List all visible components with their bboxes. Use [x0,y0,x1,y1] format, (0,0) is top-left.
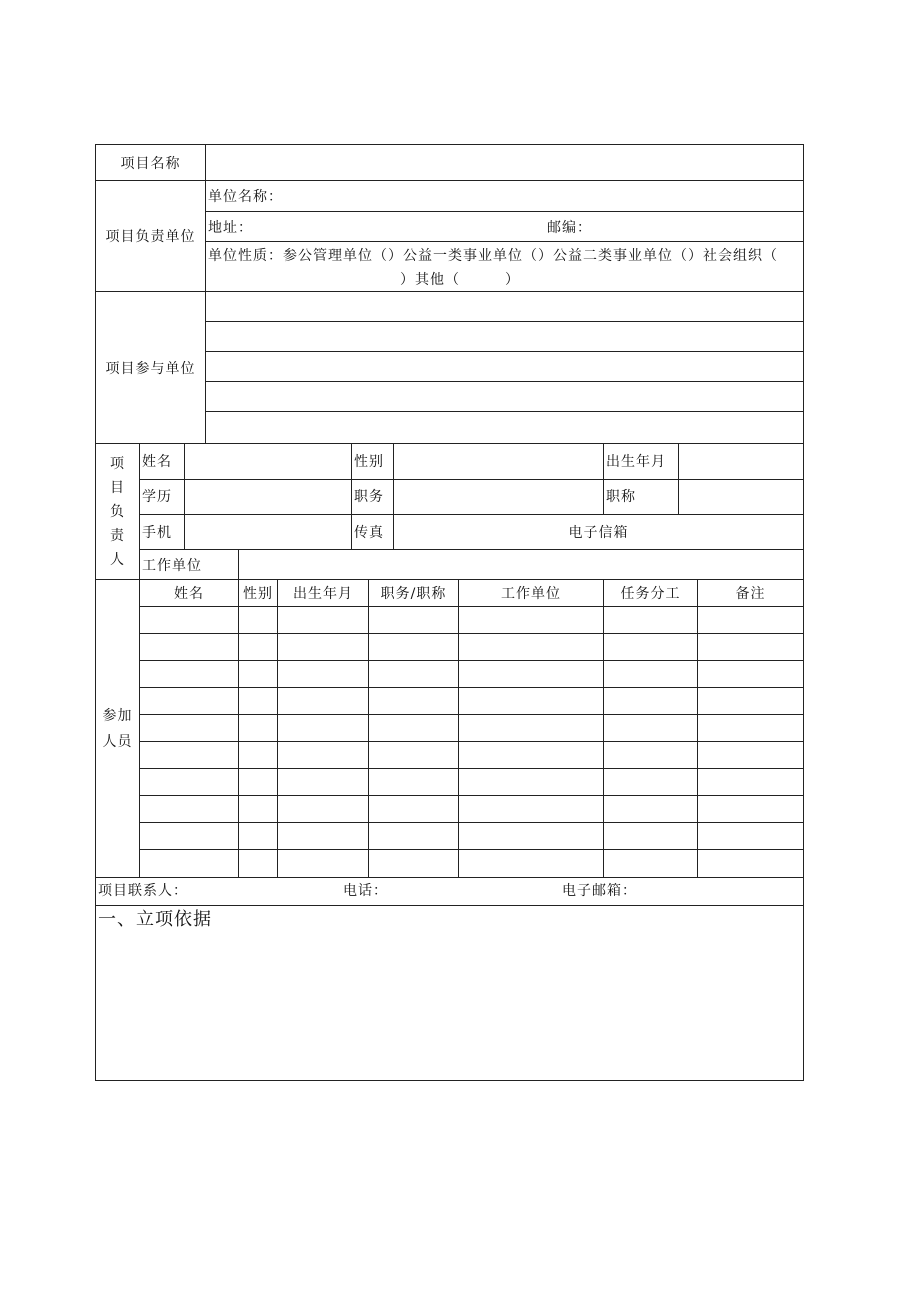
participants-table-cell[interactable] [139,687,238,714]
participants-table-cell[interactable] [368,606,458,633]
participants-table-cell[interactable] [368,714,458,741]
participants-table-cell[interactable] [277,849,368,877]
participating-unit-label-cell [95,291,205,443]
participants-table-cell[interactable] [238,606,277,633]
participants-table-cell[interactable] [238,849,277,877]
leader-work-unit-label-cell [139,549,238,579]
participants-table-cell[interactable] [697,633,804,660]
participants-header-cell [238,579,277,606]
participants-table-cell[interactable] [368,795,458,822]
participants-table-cell[interactable] [238,633,277,660]
participants-header-label: 工作单位 [501,586,561,602]
leader-work-unit-input[interactable] [238,549,804,579]
participants-table-cell[interactable] [139,606,238,633]
leader-birth-input[interactable] [678,443,804,479]
leader-education-label-cell [139,479,184,514]
leader-education-label: 学历 [142,489,172,505]
unit-name-label: 单位名称： [208,189,283,205]
participants-table-cell[interactable] [139,768,238,795]
participants-table-cell[interactable] [277,741,368,768]
participants-table-cell[interactable] [139,795,238,822]
leader-birth-label-cell [603,443,678,479]
participants-table-cell[interactable] [277,714,368,741]
leader-gender-label-cell [351,443,393,479]
leader-mobile-label-cell [139,514,184,549]
phone-label: 电话： [343,883,388,899]
participants-table-cell[interactable] [603,822,697,849]
participants-table-cell[interactable] [458,633,603,660]
leader-label: 项 目 负 责 人 [110,455,125,568]
address-field[interactable] [205,211,804,241]
participants-table-cell[interactable] [368,768,458,795]
participants-table-cell[interactable] [277,606,368,633]
participants-table-cell[interactable] [697,822,804,849]
leader-fax-label: 传真 [354,525,384,541]
leader-label-cell [95,443,139,579]
unit-nature-line2: ）其他（ ） [400,272,520,288]
project-name-label: 项目名称 [120,155,181,172]
participants-table-cell[interactable] [238,795,277,822]
participants-header-cell [277,579,368,606]
leader-title-label: 职称 [606,489,636,505]
contact-label: 项目联系人： [98,883,188,899]
participants-table-cell[interactable] [603,660,697,687]
participants-table-cell[interactable] [238,741,277,768]
participants-header-label: 备注 [735,586,766,602]
participants-header-cell [697,579,804,606]
participants-table-cell[interactable] [603,687,697,714]
participants-table-cell[interactable] [139,660,238,687]
participants-table-cell[interactable] [238,822,277,849]
section1-title: 一、立项依据 [98,909,212,930]
leader-gender-input[interactable] [393,443,603,479]
participants-table-cell[interactable] [458,795,603,822]
participants-header-label: 出生年月 [293,586,353,602]
leader-mobile-label: 手机 [142,525,172,541]
participants-table-cell[interactable] [368,687,458,714]
leader-birth-label: 出生年月 [606,454,666,470]
leader-fax-label-cell [351,514,393,549]
leader-title-label-cell [603,479,678,514]
participants-table-cell[interactable] [368,822,458,849]
contact-row[interactable] [95,877,804,905]
participants-table-cell[interactable] [458,822,603,849]
participants-header-cell [368,579,458,606]
leader-name-input[interactable] [184,443,351,479]
participants-table-cell[interactable] [277,687,368,714]
participants-table-cell[interactable] [139,633,238,660]
section1-box[interactable] [95,905,804,1081]
contact-email-label: 电子邮箱： [562,883,637,899]
leader-education-input[interactable] [184,479,351,514]
leader-name-label-cell [139,443,184,479]
participants-table-cell[interactable] [603,606,697,633]
participants-header-label: 职务/职称 [380,586,447,602]
unit-name-field[interactable] [205,180,804,211]
participants-table-cell[interactable] [277,660,368,687]
address-label: 地址： [208,220,253,236]
participating-unit-label: 项目参与单位 [105,360,196,377]
participants-table-cell[interactable] [139,714,238,741]
participating-unit-line-5[interactable] [205,411,804,443]
participants-table-cell[interactable] [139,849,238,877]
participants-table-cell[interactable] [139,741,238,768]
unit-nature-line1: 单位性质：参公管理单位（）公益一类事业单位（）公益二类事业单位（）社会组织（ [208,248,778,264]
participants-table-cell[interactable] [458,714,603,741]
participants-table-cell[interactable] [139,822,238,849]
participants-table-cell[interactable] [238,714,277,741]
leader-name-label: 姓名 [142,454,172,470]
leader-mobile-input[interactable] [184,514,351,549]
participants-table-cell[interactable] [603,795,697,822]
leader-fax-email-input[interactable] [393,514,804,549]
participants-table-cell[interactable] [697,741,804,768]
participants-table-cell[interactable] [238,768,277,795]
participants-table-cell[interactable] [697,687,804,714]
leader-position-label-cell [351,479,393,514]
unit-nature-field[interactable] [205,241,804,291]
participants-table-cell[interactable] [603,849,697,877]
participants-table-cell[interactable] [277,633,368,660]
participants-table-cell[interactable] [603,633,697,660]
participants-header-label: 姓名 [174,586,204,602]
participants-table-cell[interactable] [368,741,458,768]
postcode-label: 邮编： [547,220,592,236]
participants-table-cell[interactable] [697,795,804,822]
participants-table-cell[interactable] [697,606,804,633]
responsible-unit-label: 项目负责单位 [105,229,196,245]
participants-table-cell[interactable] [277,768,368,795]
leader-gender-label: 性别 [354,454,384,470]
participants-table-cell[interactable] [697,660,804,687]
participants-label: 参加 人员 [102,707,133,750]
participants-header-cell [458,579,603,606]
participants-header-cell [139,579,238,606]
participants-table-cell[interactable] [697,714,804,741]
leader-work-unit-label: 工作单位 [142,558,202,574]
leader-title-input[interactable] [678,479,804,514]
participants-table-cell[interactable] [458,606,603,633]
participating-unit-line-2[interactable] [205,321,804,351]
project-name-label-cell [95,144,205,180]
participants-header-label: 任务分工 [620,586,681,602]
leader-position-input[interactable] [393,479,603,514]
participating-unit-line-1[interactable] [205,291,804,321]
participants-table-cell[interactable] [603,741,697,768]
leader-position-label: 职务 [354,489,384,505]
participants-table-cell[interactable] [697,849,804,877]
project-name-input[interactable] [205,144,804,180]
participating-unit-line-3[interactable] [205,351,804,381]
participants-header-cell [603,579,697,606]
participants-table-cell[interactable] [277,822,368,849]
responsible-unit-label-cell [95,180,205,291]
participants-table-cell[interactable] [697,768,804,795]
participants-table-cell[interactable] [603,714,697,741]
participants-table-cell[interactable] [458,741,603,768]
participants-table-cell[interactable] [603,768,697,795]
leader-email-label: 电子信箱 [568,525,629,541]
participants-table-cell[interactable] [368,633,458,660]
participants-table-cell[interactable] [277,795,368,822]
participants-table-cell[interactable] [458,660,603,687]
participants-table-cell[interactable] [458,768,603,795]
participants-table-cell[interactable] [368,660,458,687]
participating-unit-line-4[interactable] [205,381,804,411]
participants-label-cell [95,579,139,877]
participants-table-cell[interactable] [458,849,603,877]
participants-header-label: 性别 [243,586,273,602]
participants-table-cell[interactable] [458,687,603,714]
participants-table-cell[interactable] [238,660,277,687]
participants-table-cell[interactable] [238,687,277,714]
participants-table-cell[interactable] [368,849,458,877]
